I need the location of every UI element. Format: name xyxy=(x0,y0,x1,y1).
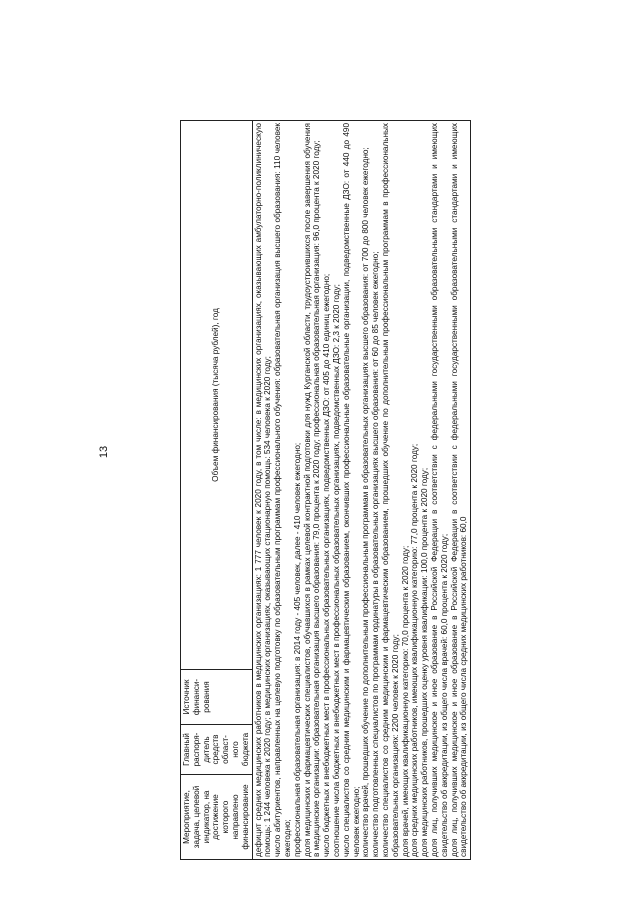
indicator-line: профессиональная образовательная организация: в 2014 году - 405 человек, далее - 410 человек ежегодно; xyxy=(292,442,302,857)
header-funding-amount: Объем финансирования (тысяча рублей), год xyxy=(181,121,253,670)
indicator-line: соотношение числа бюджетных и внебюджетных мест в профессиональных образовательных организациях, подведомственных ДЗО: 2,3 к 2020 году; xyxy=(331,284,341,857)
financing-table xyxy=(180,120,471,860)
header-budget-manager: Главный распоря-дитель средств област-ного бюджета xyxy=(181,725,253,775)
indicator-line: количество подготовленных специалистов по программам ординатуры в образовательных организациях высшего образования: от 60 до 85 человек ежегодно; xyxy=(371,251,381,857)
header-funding-source: Источник финанси-рования xyxy=(181,670,253,725)
indicator-line: число бюджетных и внебюджетных мест в профессиональных образовательных организациях, подведомственных ДЗО: от 405 до 410 единиц ежегодно; xyxy=(322,273,332,857)
indicators-cell xyxy=(252,121,471,860)
header-measure: Мероприятие, задача, целевой индикатор, на достижение которого направлено финансирование xyxy=(181,775,253,860)
indicator-line: дефицит средних медицинских работников в медицинских организациях: 1 777 человек к 2020 году, в том числе: в медицинских организациях, оказывающих амбулаторно-поликлиническую помощь: 1 244 человека к 2020 году; в медицинских организациях, оказывающих стационарную помощь: 534 человека к 2020 году; xyxy=(253,123,273,857)
indicator-line: число специалистов со средним медицинским и фармацевтическим образованием, окончивших профессиональные образовательные организации, подведомственные ДЗО: от 440 до 490 человек ежегодно; xyxy=(341,123,361,857)
rotated-table-container xyxy=(180,120,600,860)
indicator-line: доля лиц, получивших медицинское и иное образование в Российской Федерации в соответствии с федеральными государственными образовательными стандартами и имеющих свидетельство об аккредитации, из общего числа врачей: 60,0 процента к 2020 году; xyxy=(429,123,449,857)
indicator-line: доля медицинских работников, прошедших оценку уровня квалификации: 100,0 процента к 2020 году; xyxy=(420,467,430,857)
table-header-row xyxy=(181,121,253,860)
indicator-line: доля врачей, имеющих квалификационную категорию: 70,0 процента к 2020 году; xyxy=(400,545,410,857)
indicator-line: доля лиц, получивших медицинское и иное образование в Российской Федерации в соответствии с федеральными государственными образовательными стандартами и имеющих свидетельство об аккредитации, из общего числа средних медицинских работников: 60,0 xyxy=(449,123,469,857)
table-body-row xyxy=(252,121,471,860)
indicator-line: доля средних медицинских работников, имеющих квалификационную категорию: 77,0 процента к 2020 году; xyxy=(410,443,420,857)
page-number: 13 xyxy=(98,445,110,459)
indicator-line: количество специалистов со средним медицинским и фармацевтическим образованием, прошедших обучение по дополнительным профессиональным программам в профессиональных образовательных организациях: 2200 человек к 2020 году; xyxy=(380,123,400,857)
indicator-line: доля медицинских и фармацевтических специалистов, обучавшихся в рамках целевой контрактной подготовки для нужд Курганской области, трудоустроившихся после завершения обучения в медицинские организации: образовательная организация высшего образования: 79,0 процента к 2020 году; профессиональная образовательная организация: 96,0 процента к 2020 году; xyxy=(302,123,322,857)
indicator-line: количество врачей, прошедших обучение по дополнительным профессиональным программам в образовательных организациях высшего образования: от 700 до 800 человек ежегодно; xyxy=(361,147,371,857)
indicator-line: число абитуриентов, направленных на целевую подготовку по образовательным программам профессионального обучения: образовательная организация высшего образования: 110 человек ежегодно; xyxy=(273,123,292,857)
